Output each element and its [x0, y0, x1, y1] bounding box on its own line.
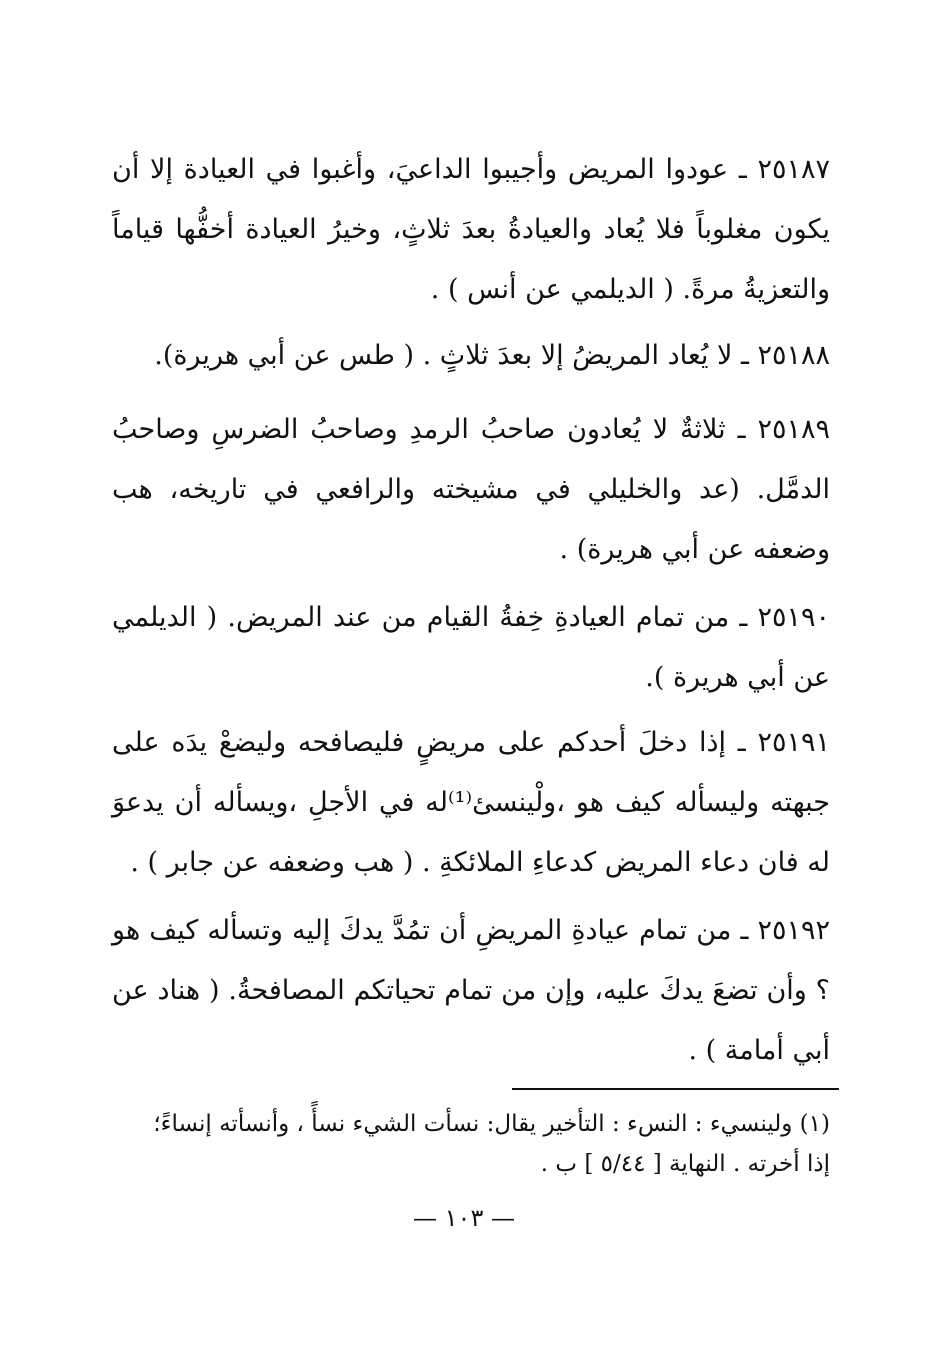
hadith-number: ٢٥١٩٢ [757, 915, 830, 946]
hadith-number: ٢٥١٨٨ [757, 340, 830, 371]
hadith-text: من تمام العيادةِ خِفةُ القيام من عند المريض. ( الديلمي عن أبي هريرة ). [112, 602, 830, 693]
footnote-marker: (١) [799, 1111, 830, 1137]
hadith-separator: ـ [740, 915, 749, 946]
hadith-25188 [112, 326, 830, 386]
hadith-text: إذا دخلَ أحدكم على مريضٍ فليصافحه وليضعْ يدَه على جبهته وليسأله كيف هو ،ولْينسئ⁽¹⁾له في الأجلِ ،ويسأله أن يدعوَ له فان دعاء المريض كدعاءِ الملائكةِ . ( هب وضعفه عن جابر ) . [112, 727, 830, 878]
footnote [112, 1104, 830, 1184]
hadith-separator: ـ [737, 727, 746, 758]
hadith-text: لا يُعاد المريضُ إلا بعدَ ثلاثٍ . ( طس عن أبي هريرة). [154, 340, 733, 371]
hadith-number: ٢٥١٩١ [757, 727, 830, 758]
footnote-line-2: إذا أخرته . النهاية [ ٥/٤٤ ] ب . [540, 1151, 830, 1177]
hadith-number: ٢٥١٩٠ [757, 602, 830, 633]
hadith-25187 [112, 140, 830, 320]
hadith-text: من تمام عيادةِ المريضِ أن تمُدَّ يدكَ إليه وتسأله كيف هو ؟ وأن تضعَ يدكَ عليه، وإن من تمام تحياتكم المصافحةُ. ( هناد عن أبي أمامة ) . [112, 915, 830, 1066]
hadith-separator: ـ [737, 414, 746, 445]
hadith-25192 [112, 901, 830, 1081]
hadith-25191 [112, 713, 830, 893]
hadith-text: ثلاثةٌ لا يُعادون صاحبُ الرمدِ وصاحبُ الضرسِ وصاحبُ الدمَّل. (عد والخليلي في مشيخته والرافعي في تاريخه، هب وضعفه عن أبي هريرة) . [112, 414, 830, 565]
page-number: — ١٠٣ — [413, 1204, 515, 1232]
hadith-separator: ـ [740, 340, 749, 371]
hadith-text: عودوا المريض وأجيبوا الداعيَ، وأغبوا في العيادة إلا أن يكون مغلوباً فلا يُعاد والعيادةُ بعدَ ثلاثٍ، وخيرُ العيادة أخفُّها قياماً والتعزيةُ مرةً. ( الديلمي عن أنس ) . [112, 154, 830, 305]
hadith-number: ٢٥١٨٧ [757, 154, 830, 185]
footnote-line-1: ولينسيء : النسء : التأخير يقال: نسأت الشيء نسأً ، وأنسأته إنساءً؛ [153, 1111, 793, 1137]
hadith-separator: ـ [738, 154, 747, 185]
footnote-divider [512, 1088, 839, 1090]
hadith-number: ٢٥١٨٩ [757, 414, 830, 445]
hadith-separator: ـ [739, 602, 748, 633]
hadith-25190 [112, 588, 830, 708]
hadith-25189 [112, 400, 830, 580]
